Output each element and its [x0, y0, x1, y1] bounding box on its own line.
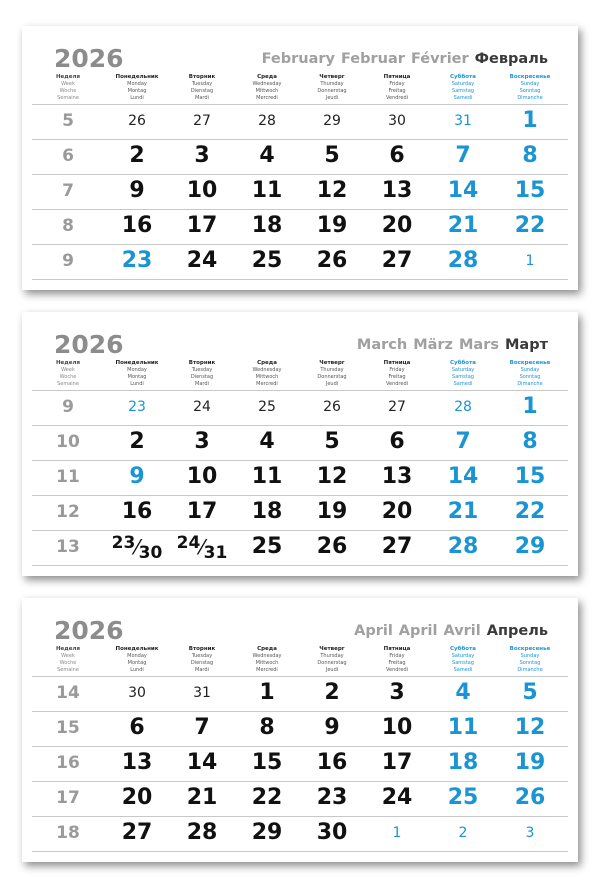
- weekday-header-line: Monday: [127, 81, 147, 87]
- weekday-header-line: Donnerstag: [317, 660, 347, 666]
- day-number: 31: [203, 543, 228, 563]
- weekday-header-line: Dimanche: [517, 381, 543, 387]
- day-cell: [102, 530, 172, 564]
- weekday-header-line: Samstag: [452, 374, 474, 380]
- row-divider: [32, 851, 568, 852]
- weekday-header-line: Samstag: [452, 660, 474, 666]
- day-cell: 26: [316, 534, 348, 559]
- weekday-header-line: Saturday: [451, 367, 475, 373]
- weekday-header: [485, 360, 575, 388]
- day-cell: 28: [447, 534, 479, 559]
- month-name: Февраль: [474, 51, 548, 67]
- day-cell: 21: [447, 499, 479, 524]
- week-number: 16: [56, 753, 80, 773]
- weekday-header-line: Sonntag: [519, 660, 541, 666]
- weekday-header-line: Суббота: [450, 646, 476, 652]
- day-cell: 24: [193, 399, 211, 415]
- weekday-header-line: Понедельник: [115, 646, 159, 652]
- weekday-header-line: Woche: [59, 660, 77, 666]
- weekday-header-line: Неделя: [55, 360, 81, 366]
- day-number: 24: [176, 533, 201, 553]
- week-number: 6: [62, 146, 74, 166]
- weekday-header-line: Mercredi: [256, 95, 278, 101]
- weekday-header-line: Saturday: [451, 653, 475, 659]
- day-cell: 20: [381, 499, 413, 524]
- weekday-header-line: Jeudi: [325, 381, 339, 387]
- month-name: Februar: [340, 51, 405, 67]
- weekday-header-line: Week: [61, 81, 75, 87]
- weekday-header-line: Воскресенье: [509, 646, 551, 652]
- weekday-header-line: Dienstag: [190, 660, 214, 666]
- week-number: 11: [56, 467, 80, 487]
- weekday-header-line: Среда: [257, 360, 277, 366]
- weekday-header-line: Freitag: [388, 374, 406, 380]
- day-cell: 19: [316, 213, 348, 238]
- row-divider: [32, 565, 568, 566]
- day-cell: 12: [514, 715, 546, 740]
- day-cell: 12: [316, 178, 348, 203]
- weekday-header-line: Sonntag: [519, 374, 541, 380]
- day-cell: 28: [258, 113, 276, 129]
- month-panel: [22, 598, 578, 862]
- weekday-header-line: Lundi: [130, 95, 144, 101]
- weekday-header-line: Четверг: [319, 360, 345, 366]
- weekday-header-line: Thursday: [320, 653, 344, 659]
- year-label: 2026: [54, 330, 124, 359]
- day-cell: 27: [381, 248, 413, 273]
- month-name: Март: [505, 337, 548, 353]
- day-cell: 22: [514, 213, 546, 238]
- day-cell: 17: [186, 499, 218, 524]
- week-number: 8: [62, 216, 74, 236]
- day-cell: 16: [121, 213, 153, 238]
- weekday-header-line: Неделя: [55, 646, 81, 652]
- weekday-header-line: Четверг: [319, 74, 345, 80]
- day-cell: 2: [458, 825, 468, 841]
- weekday-header-line: Пятница: [383, 360, 411, 366]
- day-cell: 12: [316, 464, 348, 489]
- day-cell: 3: [389, 680, 405, 705]
- weekday-header-line: Mardi: [195, 667, 209, 673]
- weekday-header-line: Среда: [257, 646, 277, 652]
- fraction-slash: ⁄: [135, 535, 139, 559]
- day-cell: 7: [455, 429, 471, 454]
- weekday-header-line: Woche: [59, 374, 77, 380]
- week-number: 10: [56, 432, 80, 452]
- weekday-header-line: Semaine: [57, 95, 79, 101]
- day-cell: 2: [129, 429, 145, 454]
- day-cell: 6: [129, 715, 145, 740]
- day-cell: 22: [251, 785, 283, 810]
- weekday-header-line: Mittwoch: [255, 88, 279, 94]
- day-cell: 26: [514, 785, 546, 810]
- weekday-header-line: Week: [61, 653, 75, 659]
- weekday-header-line: Samstag: [452, 88, 474, 94]
- weekday-header-line: Freitag: [388, 660, 406, 666]
- day-number: 30: [138, 543, 163, 563]
- day-cell: 14: [186, 750, 218, 775]
- day-cell: 20: [381, 213, 413, 238]
- day-cell: 2: [324, 680, 340, 705]
- weekday-header-line: Jeudi: [325, 95, 339, 101]
- weekday-header-line: Woche: [59, 88, 77, 94]
- weekday-header-line: Lundi: [130, 667, 144, 673]
- day-cell: 27: [381, 534, 413, 559]
- row-divider: [32, 279, 568, 280]
- weekday-header-line: Tuesday: [191, 367, 213, 373]
- day-cell: 10: [186, 464, 218, 489]
- weekday-header-line: Mercredi: [256, 667, 278, 673]
- weekday-header: [485, 74, 575, 102]
- day-cell: 21: [186, 785, 218, 810]
- weekday-header-line: Montag: [127, 660, 147, 666]
- day-cell: 27: [388, 399, 406, 415]
- weekday-header-line: Semaine: [57, 381, 79, 387]
- weekday-header-line: Friday: [389, 367, 405, 373]
- weekday-header-line: Суббота: [450, 74, 476, 80]
- year-label: 2026: [54, 616, 124, 645]
- day-cell: 10: [186, 178, 218, 203]
- weekday-header-line: Воскресенье: [509, 74, 551, 80]
- day-cell: [167, 530, 237, 564]
- day-cell: 22: [514, 499, 546, 524]
- day-cell: 26: [316, 248, 348, 273]
- weekday-header-line: Mercredi: [256, 381, 278, 387]
- day-cell: 13: [121, 750, 153, 775]
- weekday-header-line: Monday: [127, 367, 147, 373]
- weekday-header-line: Dienstag: [190, 374, 214, 380]
- day-cell: 30: [128, 685, 146, 701]
- month-name: April: [354, 623, 393, 639]
- day-cell: 1: [525, 253, 535, 269]
- weekday-header-line: Thursday: [320, 81, 344, 87]
- weekday-header-line: Thursday: [320, 367, 344, 373]
- week-number: 18: [56, 823, 80, 843]
- day-cell: 9: [129, 464, 145, 489]
- weekday-header-line: Friday: [389, 653, 405, 659]
- day-cell: 1: [522, 394, 538, 419]
- month-panel: [22, 312, 578, 576]
- day-cell: 16: [316, 750, 348, 775]
- weekday-header-line: Понедельник: [115, 360, 159, 366]
- weekday-header-line: Четверг: [319, 646, 345, 652]
- day-cell: 2: [129, 143, 145, 168]
- day-cell: 25: [251, 534, 283, 559]
- day-cell: 6: [389, 429, 405, 454]
- day-cell: 3: [194, 429, 210, 454]
- month-name: Апрель: [486, 623, 548, 639]
- weekday-header-line: Donnerstag: [317, 374, 347, 380]
- weekday-header-line: Wednesday: [252, 367, 282, 373]
- day-cell: 9: [324, 715, 340, 740]
- month-name: März: [413, 337, 453, 353]
- weekday-header-line: Vendredi: [385, 95, 409, 101]
- day-cell: 29: [514, 534, 546, 559]
- day-cell: 3: [525, 825, 535, 841]
- week-number: 12: [56, 502, 80, 522]
- day-cell: 19: [514, 750, 546, 775]
- day-cell: 25: [258, 399, 276, 415]
- day-cell: 6: [389, 143, 405, 168]
- month-panel: [22, 26, 578, 290]
- weekday-header-line: Semaine: [57, 667, 79, 673]
- day-cell: 26: [128, 113, 146, 129]
- day-cell: 1: [522, 108, 538, 133]
- weekday-header-line: Вторник: [188, 74, 216, 80]
- weekday-header-line: Sunday: [520, 81, 540, 87]
- day-cell: 17: [186, 213, 218, 238]
- day-cell: 9: [129, 178, 145, 203]
- day-cell: 15: [251, 750, 283, 775]
- day-cell: 23: [316, 785, 348, 810]
- weekday-header-line: Vendredi: [385, 381, 409, 387]
- day-cell: 24: [186, 248, 218, 273]
- week-number: 17: [56, 788, 80, 808]
- weekday-header: [485, 646, 575, 674]
- day-cell: 28: [454, 399, 472, 415]
- week-number: 9: [62, 397, 74, 417]
- day-cell: 11: [251, 178, 283, 203]
- weekday-header-line: Dienstag: [190, 88, 214, 94]
- day-cell: 23: [128, 399, 146, 415]
- month-name: Mars: [459, 337, 499, 353]
- month-name: Avril: [443, 623, 481, 639]
- weekday-header-line: Tuesday: [191, 81, 213, 87]
- day-cell: 5: [324, 143, 340, 168]
- weekday-header-line: Montag: [127, 374, 147, 380]
- day-cell: 11: [251, 464, 283, 489]
- weekday-header-line: Monday: [127, 653, 147, 659]
- day-cell: 24: [381, 785, 413, 810]
- week-number: 13: [56, 537, 80, 557]
- day-cell: 29: [251, 820, 283, 845]
- day-cell: 7: [194, 715, 210, 740]
- week-number: 7: [62, 181, 74, 201]
- day-cell: 29: [323, 113, 341, 129]
- day-cell: 26: [323, 399, 341, 415]
- month-name: Février: [410, 51, 469, 67]
- day-cell: 5: [522, 680, 538, 705]
- day-cell: 3: [194, 143, 210, 168]
- day-cell: 30: [388, 113, 406, 129]
- weekday-header-line: Samedi: [453, 667, 473, 673]
- day-cell: 20: [121, 785, 153, 810]
- day-number: 23: [111, 533, 136, 553]
- day-cell: 18: [251, 499, 283, 524]
- weekday-header-line: Воскресенье: [509, 360, 551, 366]
- month-name: March: [356, 337, 408, 353]
- day-cell: 15: [514, 178, 546, 203]
- weekday-header-line: Среда: [257, 74, 277, 80]
- day-cell: 1: [392, 825, 402, 841]
- weekday-header-line: Вторник: [188, 360, 216, 366]
- weekday-header-line: Sonntag: [519, 88, 541, 94]
- week-number: 5: [62, 111, 74, 131]
- weekday-header-line: Vendredi: [385, 667, 409, 673]
- day-cell: 4: [455, 680, 471, 705]
- weekday-header-line: Wednesday: [252, 81, 282, 87]
- day-cell: 30: [316, 820, 348, 845]
- day-cell: 25: [447, 785, 479, 810]
- day-cell: 13: [381, 178, 413, 203]
- fraction-slash: ⁄: [200, 535, 204, 559]
- weekday-header-line: Mardi: [195, 95, 209, 101]
- day-cell: 15: [514, 464, 546, 489]
- month-name: February: [261, 51, 335, 67]
- day-cell: 8: [522, 429, 538, 454]
- weekday-header-line: Вторник: [188, 646, 216, 652]
- day-cell: 8: [259, 715, 275, 740]
- day-cell: 14: [447, 464, 479, 489]
- weekday-header-line: Sunday: [520, 367, 540, 373]
- day-cell: 16: [121, 499, 153, 524]
- weekday-header-line: Пятница: [383, 74, 411, 80]
- day-cell: 4: [259, 143, 275, 168]
- weekday-header-line: Dimanche: [517, 667, 543, 673]
- weekday-header-line: Saturday: [451, 81, 475, 87]
- weekday-header-line: Суббота: [450, 360, 476, 366]
- year-label: 2026: [54, 44, 124, 73]
- weekday-header-line: Tuesday: [191, 653, 213, 659]
- weekday-header-line: Sunday: [520, 653, 540, 659]
- day-cell: 18: [251, 213, 283, 238]
- day-cell: 28: [447, 248, 479, 273]
- weekday-header-line: Jeudi: [325, 667, 339, 673]
- weekday-header-line: Friday: [389, 81, 405, 87]
- weekday-header-line: Freitag: [388, 88, 406, 94]
- day-cell: 10: [381, 715, 413, 740]
- day-cell: 14: [447, 178, 479, 203]
- month-names: [348, 623, 548, 639]
- weekday-header-line: Week: [61, 367, 75, 373]
- day-cell: 21: [447, 213, 479, 238]
- week-number: 9: [62, 251, 74, 271]
- day-cell: 7: [455, 143, 471, 168]
- day-cell: 4: [259, 429, 275, 454]
- week-number: 14: [56, 683, 80, 703]
- day-cell: 28: [186, 820, 218, 845]
- weekday-header-line: Mittwoch: [255, 374, 279, 380]
- month-names: [256, 51, 548, 67]
- weekday-header-line: Mittwoch: [255, 660, 279, 666]
- weekday-header-line: Samedi: [453, 381, 473, 387]
- weekday-header-line: Неделя: [55, 74, 81, 80]
- day-cell: 11: [447, 715, 479, 740]
- day-cell: 27: [121, 820, 153, 845]
- month-name: April: [398, 623, 438, 639]
- day-cell: 17: [381, 750, 413, 775]
- day-cell: 1: [259, 680, 275, 705]
- day-cell: 25: [251, 248, 283, 273]
- week-number: 15: [56, 718, 80, 738]
- day-cell: 18: [447, 750, 479, 775]
- day-cell: 8: [522, 143, 538, 168]
- weekday-header-line: Samedi: [453, 95, 473, 101]
- weekday-header-line: Mardi: [195, 381, 209, 387]
- day-cell: 31: [193, 685, 211, 701]
- weekday-header-line: Dimanche: [517, 95, 543, 101]
- weekday-header-line: Wednesday: [252, 653, 282, 659]
- day-cell: 31: [454, 113, 472, 129]
- day-cell: 19: [316, 499, 348, 524]
- day-cell: 27: [193, 113, 211, 129]
- weekday-header-line: Lundi: [130, 381, 144, 387]
- weekday-header-line: Montag: [127, 88, 147, 94]
- weekday-header-line: Пятница: [383, 646, 411, 652]
- day-cell: 23: [121, 248, 153, 273]
- day-cell: 13: [381, 464, 413, 489]
- day-cell: 5: [324, 429, 340, 454]
- weekday-header-line: Donnerstag: [317, 88, 347, 94]
- weekday-header-line: Понедельник: [115, 74, 159, 80]
- month-names: [351, 337, 548, 353]
